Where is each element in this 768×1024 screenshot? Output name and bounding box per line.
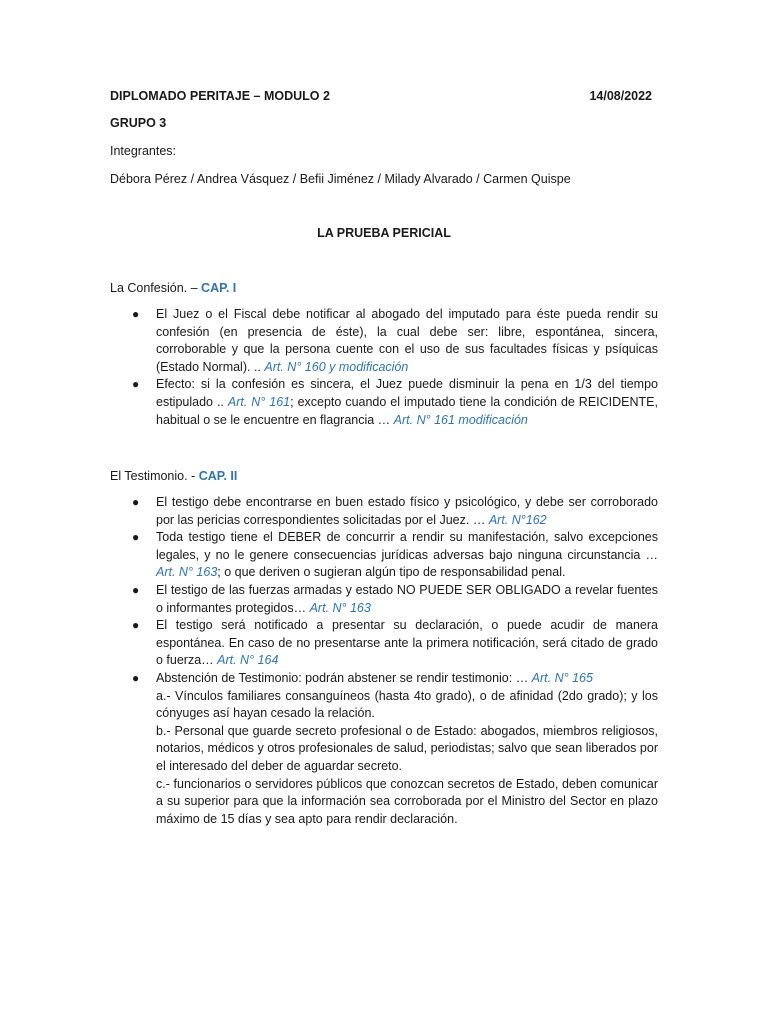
chapter-label: CAP. I xyxy=(201,281,237,295)
confesion-list xyxy=(110,306,658,429)
members-label: Integrantes: xyxy=(110,144,177,158)
item-text: Abstención de Testimonio: podrán abstener se rendir testimonio: … xyxy=(156,670,532,685)
article-reference: Art. N° 160 y modificación xyxy=(264,359,409,374)
article-reference: Art. N° 164 xyxy=(217,653,279,668)
list-item xyxy=(110,617,658,670)
bullet-icon: ● xyxy=(132,307,140,321)
list-item xyxy=(110,670,658,828)
list-item xyxy=(110,306,658,376)
item-text: ; o que deriven o sugieran algún tipo de responsabilidad penal. xyxy=(217,565,566,580)
group-label: GRUPO 3 xyxy=(110,116,167,130)
bullet-icon: ● xyxy=(132,670,140,685)
list-item xyxy=(110,582,658,617)
course-title: DIPLOMADO PERITAJE – MODULO 2 xyxy=(110,89,330,103)
section-heading-confesion xyxy=(110,281,236,295)
item-text: El Juez o el Fiscal debe notificar al abogado del imputado para éste pueda rendir su confesión (en presencia de éste), la cual debe ser: libre, espontánea, sincera, corroborable y que la persona cuente con el uso de sus facultades físicas y psíquicas (Estado Normal). .. xyxy=(156,307,658,374)
article-reference: Art. N° 163 xyxy=(309,600,371,615)
article-reference: Art. N°162 xyxy=(488,512,547,527)
document-date: 14/08/2022 xyxy=(589,89,652,103)
section-heading-testimonio xyxy=(110,469,237,483)
item-text: El testigo será notificado a presentar su declaración, o puede acudir de manera espontánea. En caso de no presentarse ante la primera notificación, será citado de grado o fuerza… xyxy=(156,618,658,668)
chapter-label: CAP. II xyxy=(198,469,238,483)
list-item xyxy=(110,529,658,582)
section-heading-text: El Testimonio. - xyxy=(110,469,199,483)
section-heading-text: La Confesión. – xyxy=(110,281,202,295)
article-reference: Art. N° 165 xyxy=(531,670,593,685)
list-item xyxy=(110,376,658,429)
item-text: El testigo de las fuerzas armadas y estado NO PUEDE SER OBLIGADO a revelar fuentes o informantes protegidos… xyxy=(156,582,658,615)
sub-item-c: c.- funcionarios o servidores públicos que conozcan secretos de Estado, deben comunicar a su superior para que la información sea corroborada por el Ministro del Sector en plazo máximo de 15 días y sea apto para rendir declaración. xyxy=(156,776,658,826)
item-text: Efecto: si la confesión es sincera, el Juez puede disminuir la pena en 1/3 del tiempo estipulado .. xyxy=(156,377,658,409)
item-text: ; excepto cuando el imputado tiene la condición de REICIDENTE, habitual o se le encuentre en flagrancia … xyxy=(156,394,658,427)
bullet-icon: ● xyxy=(132,618,140,633)
article-reference: Art. N° 163 xyxy=(156,565,218,580)
members-list: Débora Pérez / Andrea Vásquez / Befii Jiménez / Milady Alvarado / Carmen Quispe xyxy=(110,172,571,186)
sub-item-b: b.- Personal que guarde secreto profesional o de Estado: abogados, miembros religiosos, notarios, médicos y otros profesionales de salud, periodistas; salvo que sean liberados por el interesado del deber de aguardar secreto. xyxy=(156,723,658,773)
article-reference: Art. N° 161 modificación xyxy=(393,412,528,427)
testimonio-list xyxy=(110,494,658,828)
article-reference: Art. N° 161 xyxy=(227,394,291,409)
item-text: El testigo debe encontrarse en buen estado físico y psicológico, y debe ser corroborado por las pericias correspondientes solicitadas por el Juez. … xyxy=(156,495,658,527)
bullet-icon: ● xyxy=(132,582,140,597)
item-text: Toda testigo tiene el DEBER de concurrir a rendir su manifestación, salvo excepciones legales, y no le genere consecuencias jurídicas adversas bajo ninguna circunstancia … xyxy=(156,530,658,562)
bullet-icon: ● xyxy=(132,377,140,392)
bullet-icon: ● xyxy=(132,530,140,545)
document-title: LA PRUEBA PERICIAL xyxy=(317,226,451,240)
sub-item-a: a.- Vínculos familiares consanguíneos (hasta 4to grado), o de afinidad (2do grado); y los cónyuges así hayan cesado la relación. xyxy=(156,688,658,721)
list-item xyxy=(110,494,658,529)
bullet-icon: ● xyxy=(132,495,140,509)
